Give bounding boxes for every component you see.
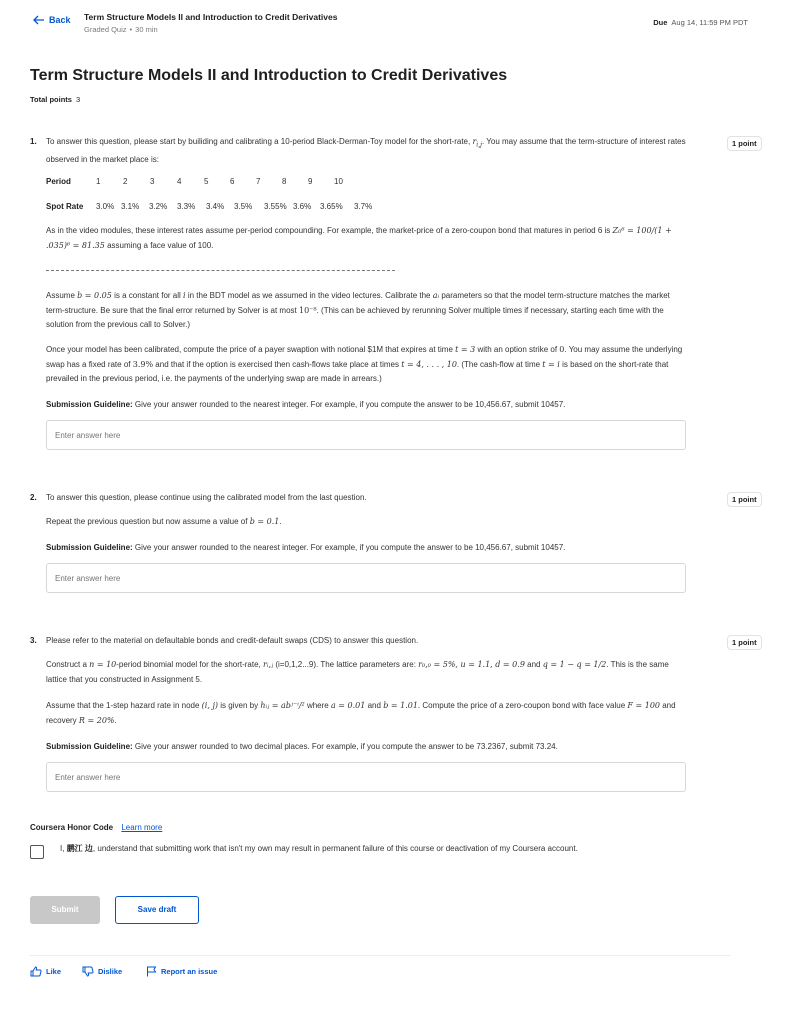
period-cell: 7 (256, 177, 261, 186)
question-2-answer-input[interactable] (46, 563, 686, 593)
question-1-paragraph-4: Once your model has been calibrated, compute the price of a payer swaption with notional $1M that expires at time t = 3 with an option strike of 0. You may assume the underlying swap has a fixed rate of 3.9% and that if the option is exercised then cash-flows take place at times t = 4, . . . , 10. (The cash-flow at time t = i is based on the short-rate that prevailed in the previous period, i.e. the payments of the underlying swap are made in arrears.) (46, 345, 683, 383)
question-1-intro: To answer this question, please start by builiding and calibrating a 10-period Black-Derman-Toy model for the short-rate, $r_{i,j}$. You may assume that the term-structure of interest rates observed in the market place is: (46, 137, 686, 165)
period-cell: 4 (177, 177, 182, 186)
dislike-label: Dislike (98, 967, 123, 976)
period-cell: 9 (308, 177, 313, 186)
question-2-number: 2. (30, 493, 37, 502)
spot-rate-cell: 3.5% (234, 202, 253, 211)
footer-divider (30, 955, 730, 956)
question-2-repeat: Repeat the previous question but now assume a value of b = 0.1. (46, 517, 282, 526)
flag-icon (146, 966, 157, 977)
header-subtitle (84, 25, 158, 34)
question-3-points: 1 point (727, 635, 762, 650)
period-cell: 5 (204, 177, 209, 186)
report-issue-button[interactable] (146, 966, 217, 977)
dislike-button[interactable] (82, 966, 122, 977)
like-button[interactable] (30, 966, 61, 977)
period-cell: 2 (123, 177, 128, 186)
page-title: Term Structure Models II and Introduction to Credit Derivatives (30, 67, 508, 84)
spot-rate-cell: 3.3% (177, 202, 196, 211)
question-1-number: 1. (30, 137, 37, 146)
divider-dashed (46, 270, 395, 271)
honor-code-text: I, 鹏江 边, understand that submitting work that isn't my own may result in permanent failure of this course or deactivation of my Coursera account. (60, 844, 578, 853)
spot-rate-cell: 3.2% (149, 202, 168, 211)
like-label: Like (46, 967, 62, 976)
total-label: Total points (30, 95, 72, 104)
honor-code-checkbox[interactable] (30, 845, 44, 859)
back-label: Back (49, 15, 71, 25)
top-bar (0, 0, 789, 46)
submit-button[interactable]: Submit (30, 896, 100, 924)
report-label: Report an issue (161, 967, 218, 976)
spot-rate-row (46, 202, 372, 211)
period-cell: 1 (96, 177, 101, 186)
spot-rate-cell: 3.0% (96, 202, 115, 211)
question-1-paragraph-3: Assume b = 0.05 is a constant for all i in the BDT model as we assumed in the video lectures. Calibrate the aᵢ parameters so that the model term-structure matches the market term-structure. Be sure that the final error returned by Solver is at most 10⁻⁸. (This can be achieved by rerunning Solver multiple times if necessary, starting each time with the solution from the previous call to Solver.) (46, 291, 670, 329)
spot-rate-cell: 3.7% (354, 202, 373, 211)
learn-more-link[interactable]: Learn more (121, 823, 163, 832)
question-2-intro: To answer this question, please continue using the calibrated model from the last question. (46, 493, 367, 502)
spot-rate-cell: 3.6% (293, 202, 312, 211)
question-3-paragraph-2: Assume that the 1-step hazard rate in node (i, j) is given by hᵢⱼ = abʲ⁻ⁱ/² where a = 0.01 and b = 1.01. Compute the price of a zero-coupon bond with face value F = 100 and recovery R = 20%. (46, 701, 676, 725)
separator: • (129, 25, 133, 34)
spot-rate-cell: 3.65% (320, 202, 343, 211)
spot-rate-cell: 3.4% (206, 202, 225, 211)
period-cell: 6 (230, 177, 235, 186)
question-3-paragraph-1: Construct a n = 10-period binomial model for the short-rate, rᵢ,ⱼ (i=0,1,2...9). The lattice parameters are: r₀,₀ = 5%, u = 1.1, d = 0.9 and q = 1 − q = 1/2. This is the same lattice that you constructed in Assignment 5. (46, 660, 669, 684)
question-3-intro: Please refer to the material on defaultable bonds and credit-default swaps (CDS) to answer this question. (46, 636, 419, 645)
question-3-number: 3. (30, 636, 37, 645)
spot-rate-label: Spot Rate (46, 202, 84, 211)
period-row (46, 177, 343, 186)
quiz-duration: 30 min (135, 25, 158, 34)
question-3-answer-input[interactable] (46, 762, 686, 792)
period-cell: 10 (334, 177, 343, 186)
honor-code-title: Coursera Honor Code Learn more (30, 823, 163, 832)
due-date (653, 18, 748, 27)
due-label: Due (653, 18, 668, 27)
save-draft-button[interactable]: Save draft (115, 896, 199, 924)
period-cell: 3 (150, 177, 155, 186)
question-2-guideline: Submission Guideline: Give your answer rounded to the nearest integer. For example, if you compute the answer to be 10,456.67, submit 10457. (46, 543, 566, 552)
period-cell: 8 (282, 177, 287, 186)
question-1-paragraph-2: As in the video modules, these interest rates assume per-period compounding. For example, the market-price of a zero-coupon bond that matures in period 6 is Z₀⁶ = 100/(1 + .035)⁶ = 81.35 assuming a face value of 100. (46, 226, 672, 250)
quiz-type: Graded Quiz (84, 25, 127, 34)
question-1-guideline: Submission Guideline: Give your answer rounded to the nearest integer. For example, if you compute the answer to be 10,456.67, submit 10457. (46, 400, 566, 409)
spot-rate-cell: 3.55% (264, 202, 287, 211)
question-1-points: 1 point (727, 136, 762, 151)
header-title: Term Structure Models II and Introduction to Credit Derivatives (84, 12, 338, 22)
period-label: Period (46, 177, 71, 186)
thumbs-down-icon (82, 966, 94, 977)
question-2-points: 1 point (727, 492, 762, 507)
question-1-answer-input[interactable] (46, 420, 686, 450)
spot-rate-cell: 3.1% (121, 202, 140, 211)
question-3-guideline: Submission Guideline: Give your answer rounded to two decimal places. For example, if you compute the answer to be 73.2367, submit 73.24. (46, 742, 558, 751)
total-value: 3 (76, 95, 81, 104)
arrow-left-icon (33, 15, 45, 25)
total-points (30, 95, 80, 104)
thumbs-up-icon (30, 966, 42, 977)
due-value: Aug 14, 11:59 PM PDT (671, 18, 748, 27)
back-link[interactable] (33, 15, 71, 25)
learner-name: 鹏江 边 (66, 844, 93, 853)
